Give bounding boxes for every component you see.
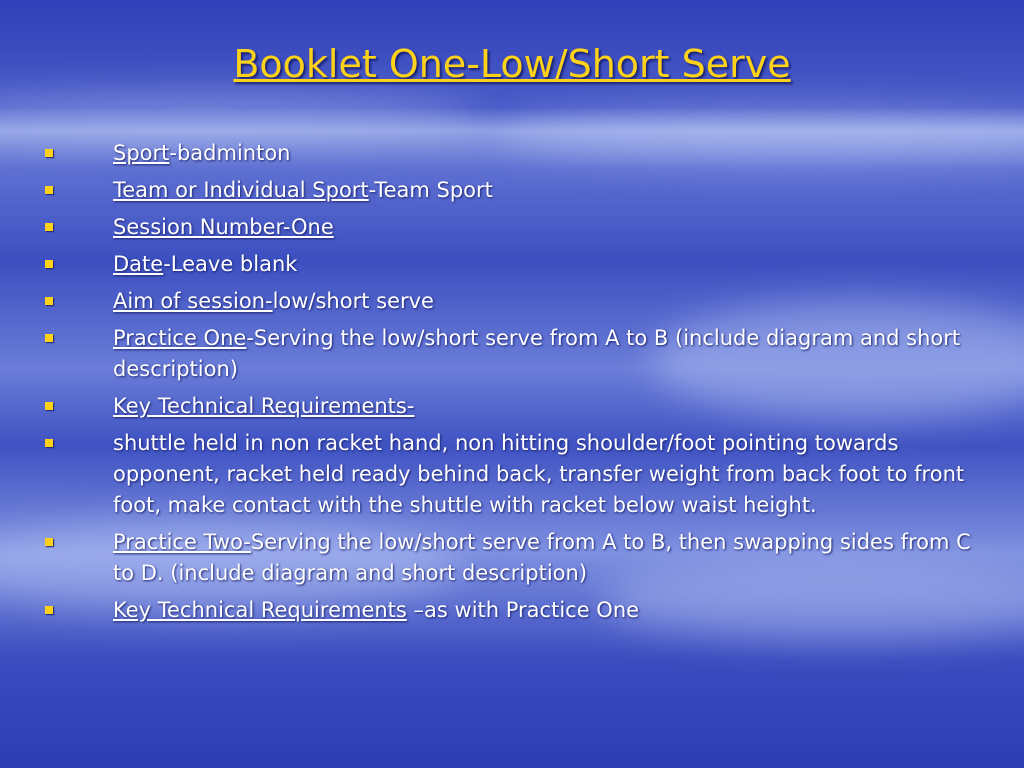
bullet-icon	[45, 186, 53, 194]
item-text: -Serving the low/short serve from A to B (include diagram and short description)	[113, 326, 961, 381]
item-text: shuttle held in non racket hand, non hitting shoulder/foot pointing towards opponent, racket held ready behind back, transfer weight from back foot to front foot, make contact with the shuttle with racket below waist height.	[113, 431, 965, 517]
item-text: Serving the low/short serve from A to B, then swapping sides from C to D. (include diagram and short description)	[113, 530, 971, 585]
item-label: Session Number-One	[113, 215, 334, 239]
item-label: Key Technical Requirements	[113, 598, 407, 622]
list-item	[42, 212, 982, 243]
item-label: Date	[113, 252, 164, 276]
bullet-icon	[45, 297, 53, 305]
background-cloud	[0, 95, 480, 135]
bullet-icon	[45, 402, 53, 410]
item-label: Sport	[113, 141, 170, 165]
bullet-icon	[45, 260, 53, 268]
item-text: –as with Practice One	[406, 598, 640, 622]
item-label: Practice Two-	[113, 530, 251, 554]
item-text: -Leave blank	[163, 252, 298, 276]
list-item	[42, 323, 982, 385]
bullet-icon	[45, 538, 53, 546]
list-item	[42, 595, 982, 626]
bullet-icon	[45, 606, 53, 614]
slide-title: Booklet One-Low/Short Serve	[233, 42, 791, 86]
item-text: low/short serve	[272, 289, 434, 313]
bullet-icon	[45, 439, 53, 447]
item-label: Team or Individual Sport	[113, 178, 369, 202]
list-item	[42, 527, 982, 589]
list-item	[42, 249, 982, 280]
list-item	[42, 286, 982, 317]
item-label: Aim of session-	[113, 289, 273, 313]
list-item	[42, 175, 982, 206]
item-label: Key Technical Requirements-	[113, 394, 415, 418]
bullet-icon	[45, 223, 53, 231]
item-text: -badminton	[169, 141, 291, 165]
bullet-icon	[45, 149, 53, 157]
item-label: Practice One	[113, 326, 247, 350]
list-item	[42, 138, 982, 169]
bullet-icon	[45, 334, 53, 342]
bullet-list	[42, 138, 982, 632]
list-item	[42, 391, 982, 422]
item-text: -Team Sport	[368, 178, 493, 202]
list-item	[42, 428, 982, 521]
